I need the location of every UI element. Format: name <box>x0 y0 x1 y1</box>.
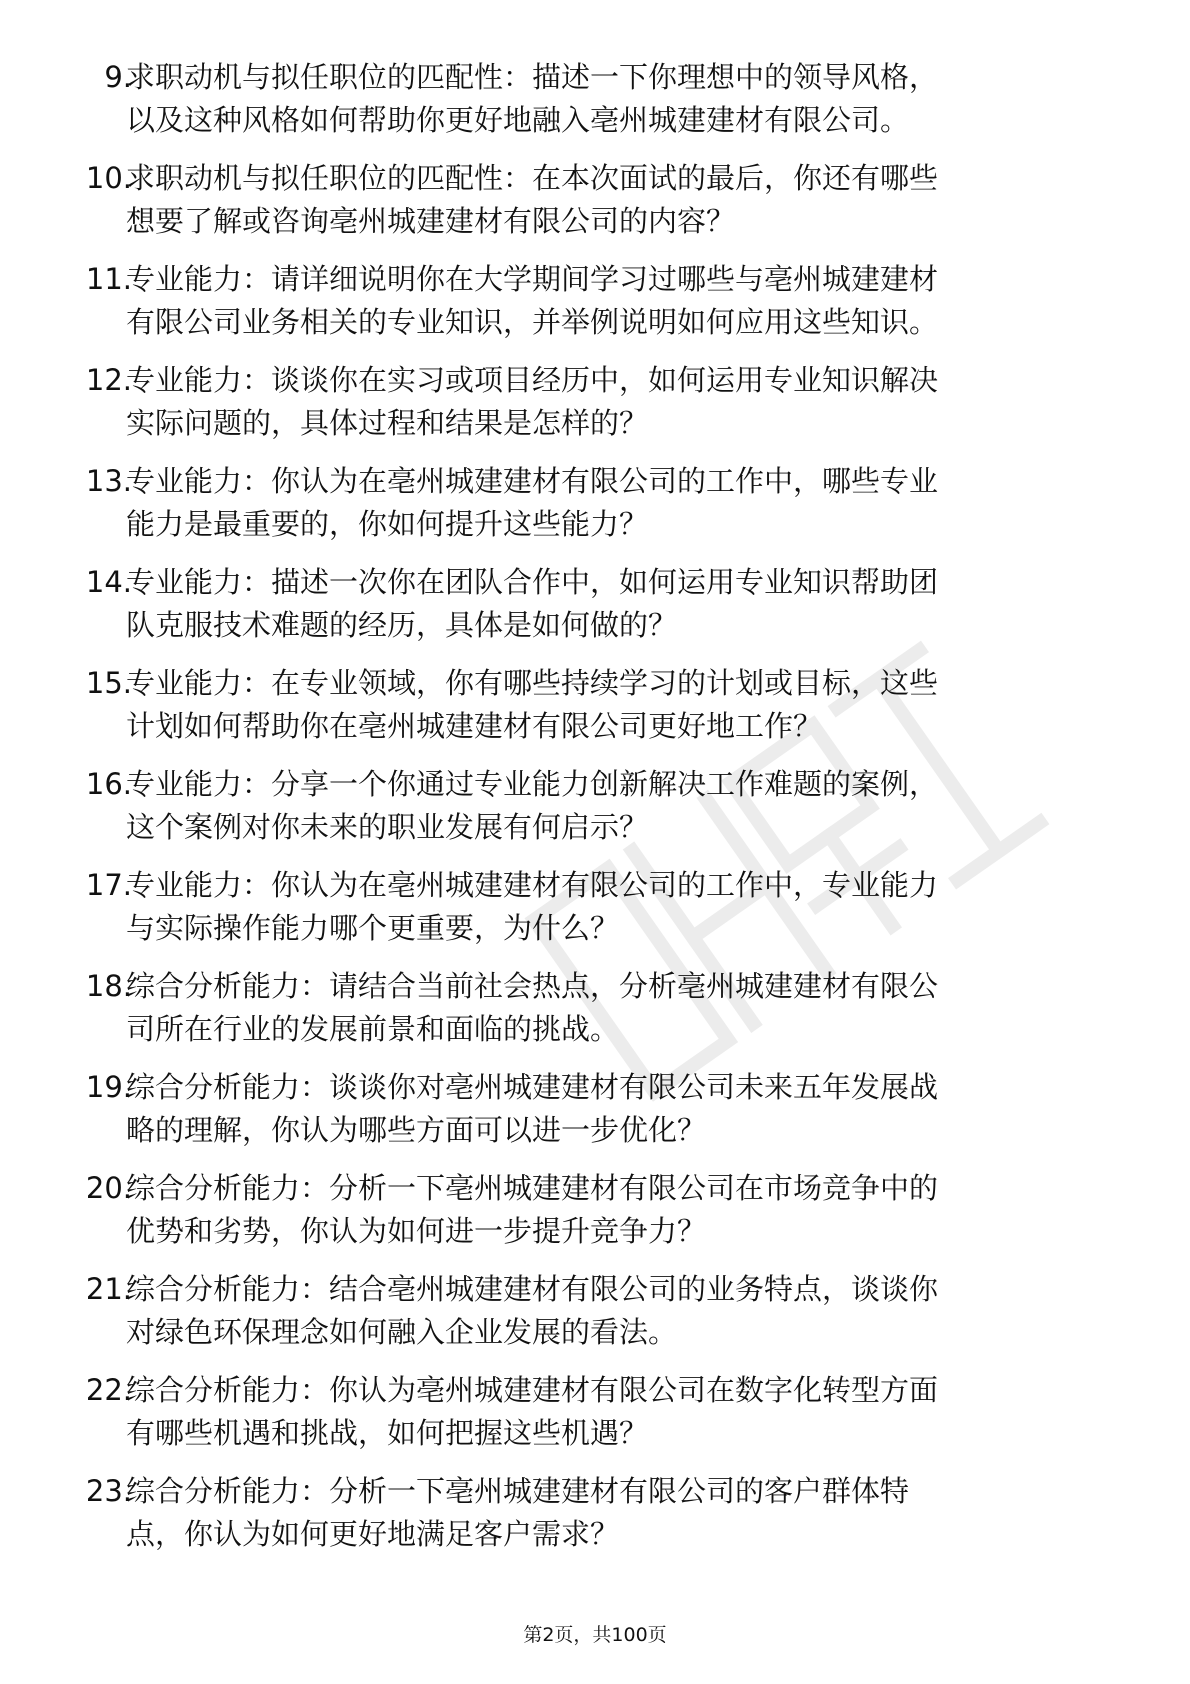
page-footer: 第2页，共100页 <box>523 1624 667 1646</box>
question-line: 想要了解或咨询亳州城建建材有限公司的内容？ <box>126 204 736 238</box>
question-line: 司所在行业的发展前景和面临的挑战。 <box>126 1012 620 1046</box>
question-line: 专业能力：你认为在亳州城建建材有限公司的工作中，专业能力 <box>126 868 939 902</box>
question-text <box>126 1470 1116 1556</box>
question-text <box>126 359 1116 445</box>
question-line: 综合分析能力：你认为亳州城建建材有限公司在数字化转型方面 <box>126 1373 939 1407</box>
question-line: 实际问题的，具体过程和结果是怎样的？ <box>126 406 649 440</box>
question-line: 这个案例对你未来的职业发展有何启示？ <box>126 810 649 844</box>
question-line: 点，你认为如何更好地满足客户需求？ <box>126 1517 620 1551</box>
list-item <box>0 1470 1190 1571</box>
question-number: 21. <box>85 1272 132 1306</box>
question-text <box>126 157 1116 243</box>
question-number: 17. <box>85 868 132 902</box>
question-line: 专业能力：在专业领域，你有哪些持续学习的计划或目标，这些 <box>126 666 939 700</box>
question-line: 求职动机与拟任职位的匹配性：描述一下你理想中的领导风格， <box>126 60 939 94</box>
list-item <box>0 56 1190 157</box>
question-line: 有哪些机遇和挑战，如何把握这些机遇？ <box>126 1416 649 1450</box>
question-line: 优势和劣势，你认为如何进一步提升竞争力？ <box>126 1214 707 1248</box>
question-number: 15. <box>85 666 132 700</box>
question-number: 12. <box>85 363 132 397</box>
question-line: 专业能力：请详细说明你在大学期间学习过哪些与亳州城建建材 <box>126 262 939 296</box>
list-item <box>0 359 1190 460</box>
question-line: 有限公司业务相关的专业知识，并举例说明如何应用这些知识。 <box>126 305 939 339</box>
list-item <box>0 1369 1190 1470</box>
question-number: 16. <box>85 767 132 801</box>
list-item <box>0 662 1190 763</box>
question-text <box>126 561 1116 647</box>
list-item <box>0 561 1190 662</box>
list-item <box>0 864 1190 965</box>
question-number: 18. <box>85 969 132 1003</box>
question-text <box>126 1369 1116 1455</box>
question-number: 23. <box>85 1474 132 1508</box>
question-number: 20. <box>85 1171 132 1205</box>
list-item <box>0 965 1190 1066</box>
question-line: 专业能力：描述一次你在团队合作中，如何运用专业知识帮助团 <box>126 565 939 599</box>
question-line: 对绿色环保理念如何融入企业发展的看法。 <box>126 1315 678 1349</box>
question-line: 能力是最重要的，你如何提升这些能力？ <box>126 507 649 541</box>
question-text <box>126 258 1116 344</box>
question-line: 综合分析能力：结合亳州城建建材有限公司的业务特点，谈谈你 <box>126 1272 939 1306</box>
question-text <box>126 864 1116 950</box>
list-item <box>0 1167 1190 1268</box>
list-item <box>0 763 1190 864</box>
question-text <box>126 56 1116 142</box>
question-text <box>126 662 1116 748</box>
question-text <box>126 1066 1116 1152</box>
question-text <box>126 1167 1116 1253</box>
question-text <box>126 763 1116 849</box>
question-line: 计划如何帮助你在亳州城建建材有限公司更好地工作？ <box>126 709 823 743</box>
question-line: 综合分析能力：分析一下亳州城建建材有限公司在市场竞争中的 <box>126 1171 939 1205</box>
question-line: 综合分析能力：请结合当前社会热点，分析亳州城建建材有限公 <box>126 969 939 1003</box>
list-item <box>0 1066 1190 1167</box>
question-line: 专业能力：你认为在亳州城建建材有限公司的工作中，哪些专业 <box>126 464 939 498</box>
question-line: 综合分析能力：谈谈你对亳州城建建材有限公司未来五年发展战 <box>126 1070 939 1104</box>
question-number: 11. <box>85 262 132 296</box>
question-text <box>126 460 1116 546</box>
question-number: 19. <box>85 1070 132 1104</box>
question-number: 9. <box>104 60 132 94</box>
list-item <box>0 460 1190 561</box>
question-line: 综合分析能力：分析一下亳州城建建材有限公司的客户群体特 <box>126 1474 910 1508</box>
question-text <box>126 1268 1116 1354</box>
list-item <box>0 258 1190 359</box>
question-line: 专业能力：分享一个你通过专业能力创新解决工作难题的案例， <box>126 767 939 801</box>
question-line: 略的理解，你认为哪些方面可以进一步优化？ <box>126 1113 707 1147</box>
question-number: 10. <box>85 161 132 195</box>
question-line: 专业能力：谈谈你在实习或项目经历中，如何运用专业知识解决 <box>126 363 939 397</box>
question-text <box>126 965 1116 1051</box>
question-line: 与实际操作能力哪个更重要，为什么？ <box>126 911 620 945</box>
list-item <box>0 157 1190 258</box>
question-line: 以及这种风格如何帮助你更好地融入亳州城建建材有限公司。 <box>126 103 910 137</box>
question-line: 队克服技术难题的经历，具体是如何做的？ <box>126 608 678 642</box>
question-line: 求职动机与拟任职位的匹配性：在本次面试的最后，你还有哪些 <box>126 161 939 195</box>
list-item <box>0 1268 1190 1369</box>
question-number: 13. <box>85 464 132 498</box>
question-list <box>0 56 1190 1571</box>
question-number: 22. <box>85 1373 132 1407</box>
question-number: 14. <box>85 565 132 599</box>
